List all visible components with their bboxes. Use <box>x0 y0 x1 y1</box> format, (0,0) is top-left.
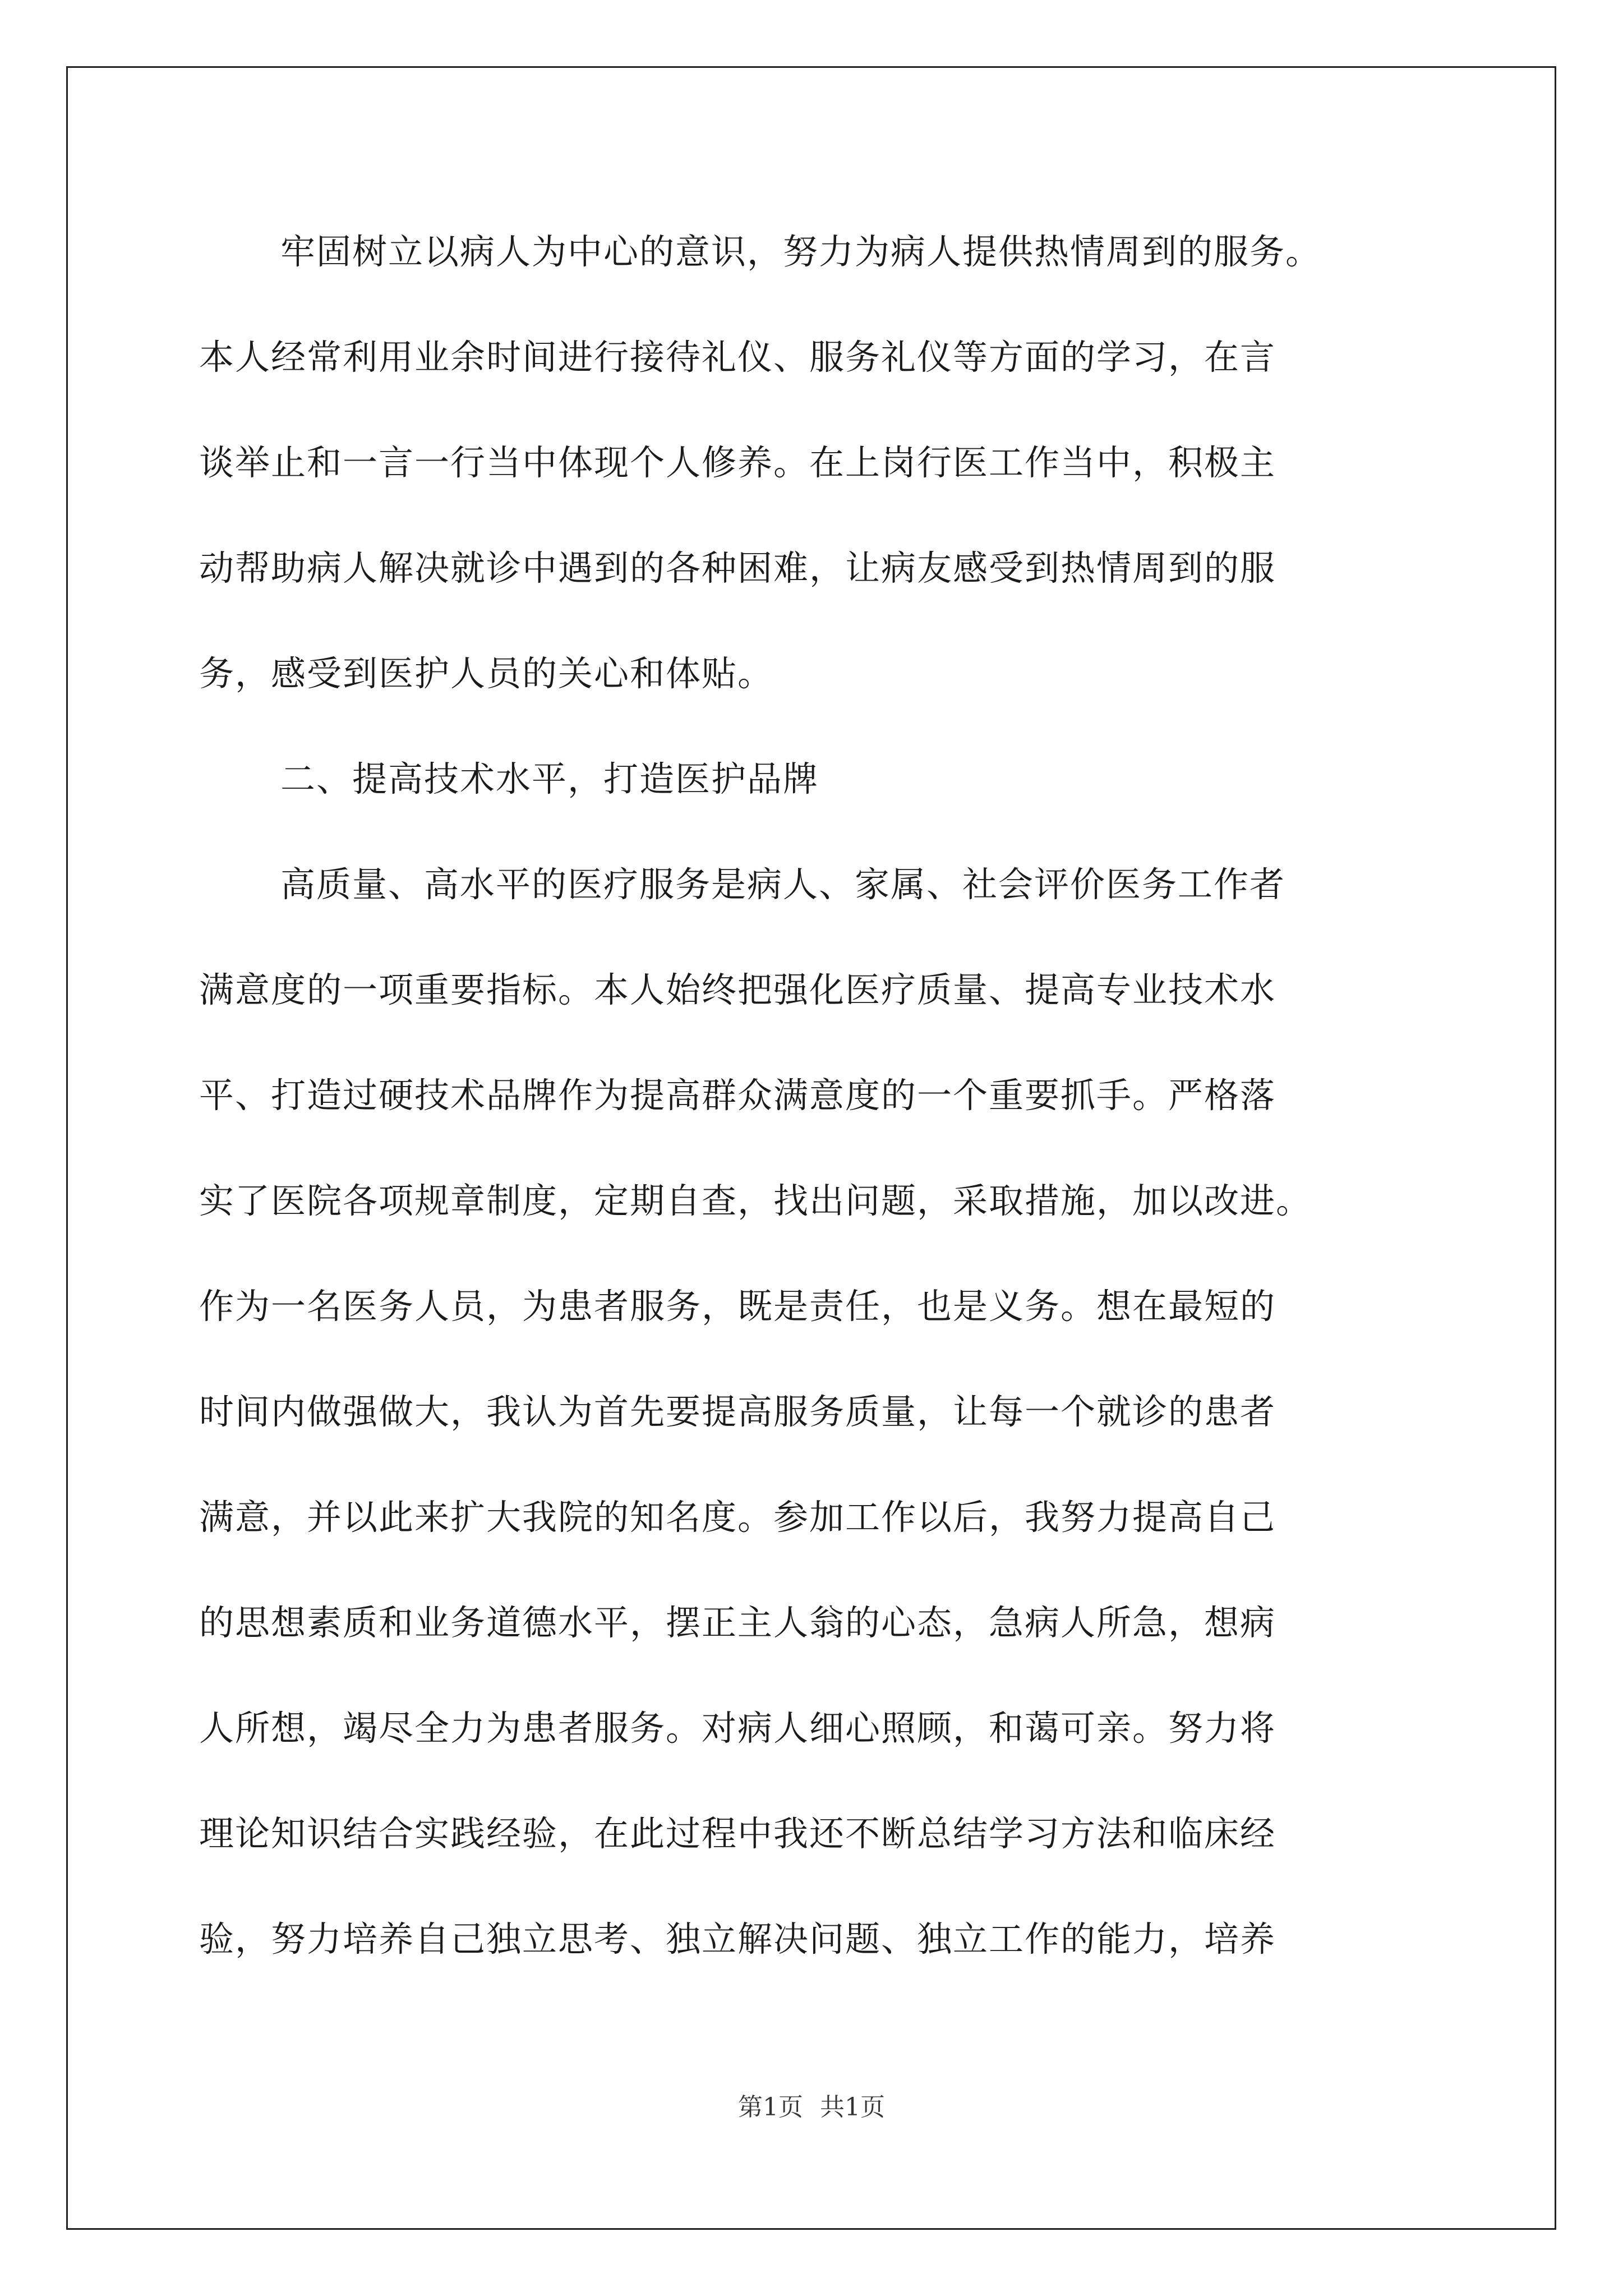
text-line: 的思想素质和业务道德水平，摆正主人翁的心态，急病人所急，想病 <box>199 1602 1276 1643</box>
page-number: 第1页 <box>738 2093 803 2122</box>
text-line: 人所想，竭尽全力为患者服务。对病人细心照顾，和蔼可亲。努力将 <box>199 1708 1276 1749</box>
text-line: 务，感受到医护人员的关心和体贴。 <box>199 653 774 694</box>
text-line: 本人经常利用业余时间进行接待礼仪、服务礼仪等方面的学习，在言 <box>199 337 1276 378</box>
text-line: 满意度的一项重要指标。本人始终把强化医疗质量、提高专业技术水 <box>199 969 1276 1010</box>
text-line: 理论知识结合实践经验，在此过程中我还不断总结学习方法和临床经 <box>199 1813 1276 1854</box>
text-line: 动帮助病人解决就诊中遇到的各种困难，让病友感受到热情周到的服 <box>199 547 1276 588</box>
text-line: 牢固树立以病人为中心的意识，努力为病人提供热情周到的服务。 <box>280 231 1322 272</box>
section-heading: 二、提高技术水平，打造医护品牌 <box>280 758 819 799</box>
page-footer <box>0 2087 1623 2123</box>
text-line: 满意，并以此来扩大我院的知名度。参加工作以后，我努力提高自己 <box>199 1497 1276 1538</box>
document-body <box>199 199 1433 1992</box>
text-line: 高质量、高水平的医疗服务是病人、家属、社会评价医务工作者 <box>280 864 1286 905</box>
text-line: 验，努力培养自己独立思考、独立解决问题、独立工作的能力，培养 <box>199 1918 1276 1959</box>
text-line: 实了医院各项规章制度，定期自查，找出问题，采取措施，加以改进。 <box>199 1180 1312 1221</box>
text-line: 时间内做强做大，我认为首先要提高服务质量，让每一个就诊的患者 <box>199 1391 1276 1432</box>
text-line: 谈举止和一言一行当中体现个人修养。在上岗行医工作当中，积极主 <box>199 442 1276 483</box>
text-line: 作为一名医务人员，为患者服务，既是责任，也是义务。想在最短的 <box>199 1286 1276 1327</box>
text-line: 平、打造过硬技术品牌作为提高群众满意度的一个重要抓手。严格落 <box>199 1075 1276 1116</box>
page-total: 共1页 <box>820 2093 885 2122</box>
